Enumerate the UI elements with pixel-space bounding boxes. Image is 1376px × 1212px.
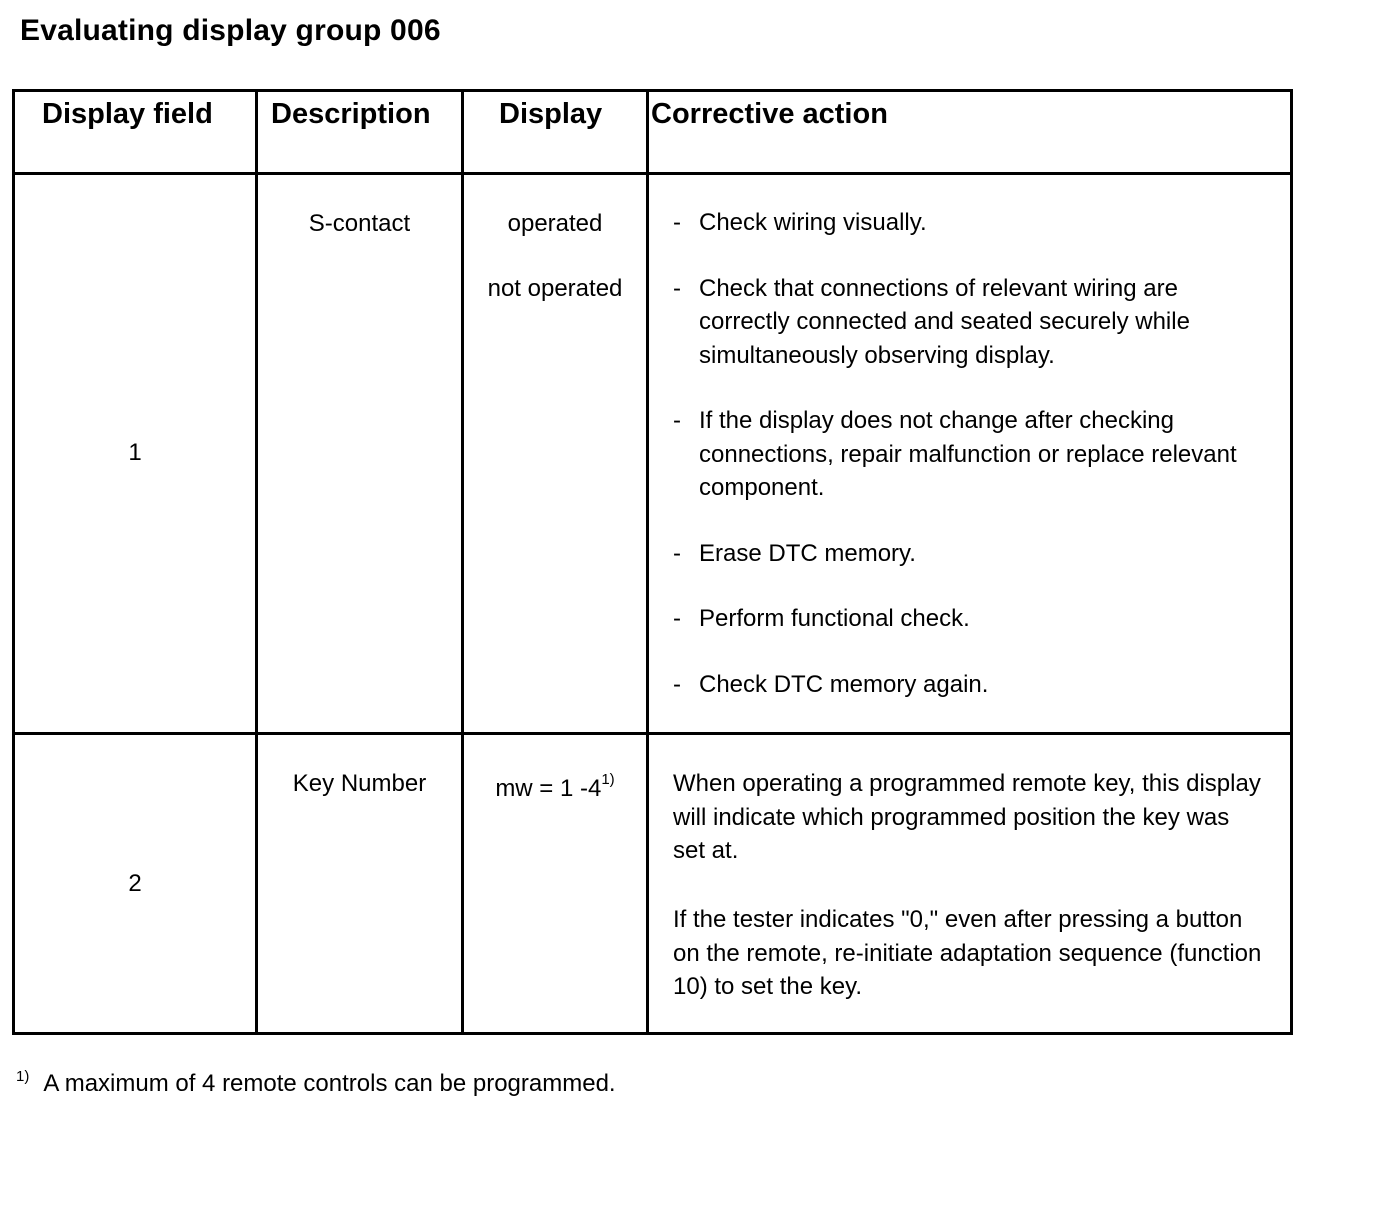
row1-display-field: 1	[128, 439, 142, 466]
bullet-dash: -	[673, 605, 681, 632]
display-value-text: mw = 1 -4	[495, 775, 602, 802]
bullet-dash: -	[673, 539, 681, 567]
row1-display-not-operated: not operated	[487, 275, 623, 302]
action-text: Check wiring visually.	[699, 209, 927, 236]
evaluation-table	[12, 89, 1293, 1035]
list-item	[673, 206, 1273, 240]
row1-display-operated: operated	[507, 210, 603, 237]
row-divider	[15, 172, 1290, 175]
row2-action-paragraph: If the tester indicates "0," even after pressing a button on the remote, re-initiate adaptation sequence (function 10) to set the key.	[673, 906, 1262, 1000]
header-display-field: Display field	[42, 98, 213, 130]
action-text: If the display does not change after checking connections, repair malfunction or replace relevant component.	[699, 407, 1237, 501]
bullet-dash: -	[673, 407, 681, 434]
list-item	[673, 272, 1273, 373]
header-description: Description	[271, 98, 431, 130]
row2-display-field: 2	[128, 870, 142, 897]
row2-description: Key Number	[292, 770, 427, 797]
page-title: Evaluating display group 006	[20, 14, 441, 47]
row1-description: S-contact	[308, 210, 411, 237]
bullet-dash: -	[673, 209, 681, 236]
column-divider	[646, 92, 649, 1032]
footnote	[16, 1070, 616, 1098]
action-text: Erase DTC memory.	[699, 539, 916, 567]
list-item	[673, 537, 1273, 571]
header-display: Display	[499, 98, 603, 130]
list-item	[673, 602, 1273, 636]
footnote-text: A maximum of 4 remote controls can be programmed.	[43, 1070, 616, 1097]
action-text: Check that connections of relevant wiring are correctly connected and seated securely while simultaneously observing display.	[699, 274, 1190, 369]
header-corrective-action: Corrective action	[651, 98, 888, 130]
footnote-mark: 1)	[16, 1068, 30, 1085]
list-item	[673, 404, 1273, 505]
row1-corrective-actions	[673, 206, 1273, 733]
action-text: Perform functional check.	[699, 605, 970, 632]
action-text: Check DTC memory again.	[699, 670, 989, 698]
footnote-reference: 1)	[601, 771, 615, 788]
bullet-dash: -	[673, 670, 681, 698]
list-item	[673, 668, 1273, 702]
row2-action-paragraph: When operating a programmed remote key, this display will indicate which programmed position the key was set at.	[673, 770, 1261, 864]
bullet-dash: -	[673, 274, 681, 302]
row2-display-value	[464, 772, 646, 805]
